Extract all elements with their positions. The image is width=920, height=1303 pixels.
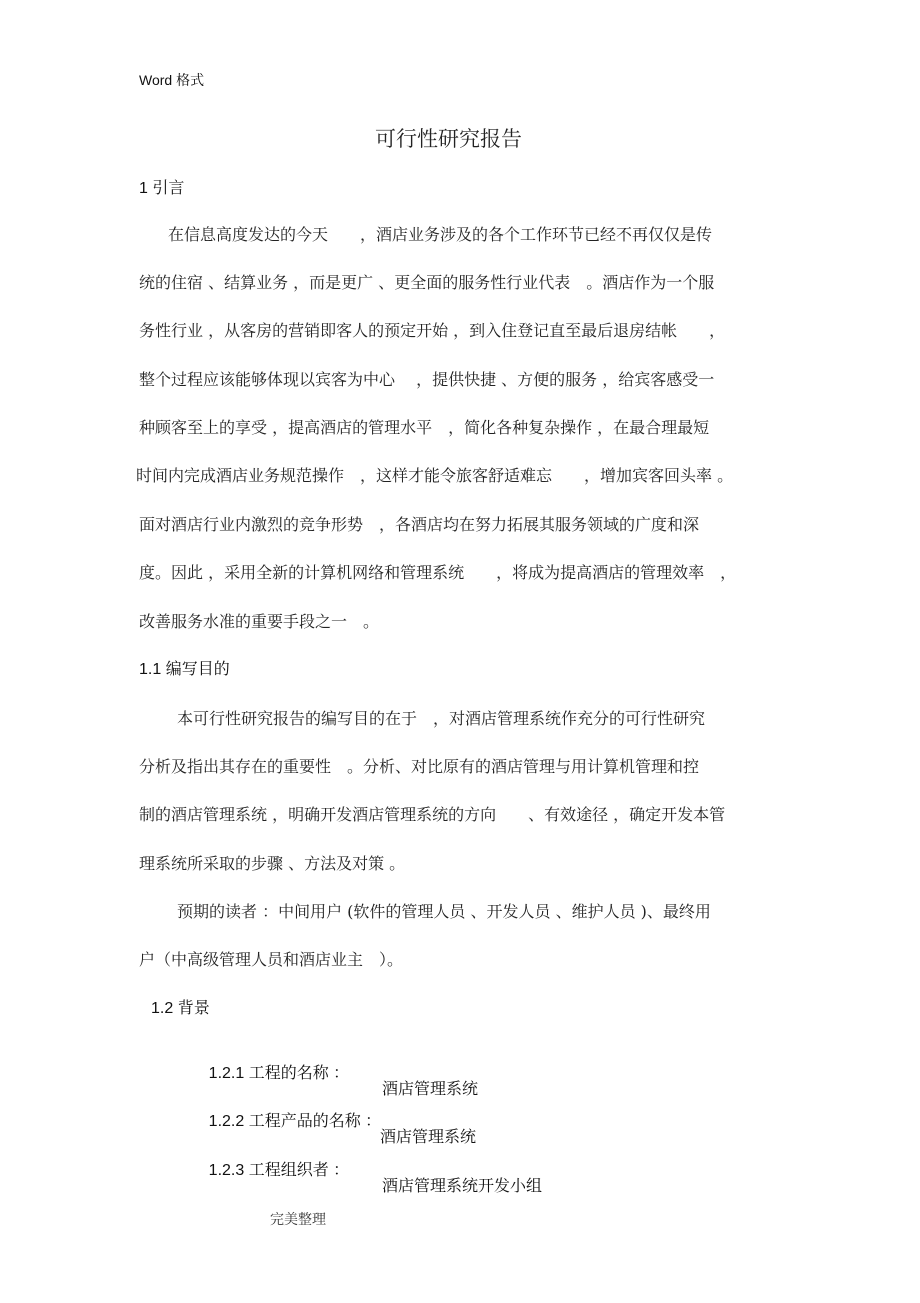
paragraph-line: 统的住宿 、结算业务 ，而是更广 、更全面的服务性行业代表 。酒店作为一个服: [139, 273, 715, 292]
paragraph-line: 制的酒店管理系统 ，明确开发酒店管理系统的方向 、有效途径 ，确定开发本管: [139, 805, 726, 824]
section-heading-purpose: 1.1 编写目的: [139, 661, 230, 678]
paragraph-line: 分析及指出其存在的重要性 。分析、对比原有的酒店管理与用计算机管理和控: [139, 757, 700, 776]
paragraph-line: 在信息高度发达的今天 ，酒店业务涉及的各个工作环节已经不再仅仅是传: [168, 225, 713, 244]
paragraph-line: 改善服务水准的重要手段之一 。: [139, 612, 380, 631]
paragraph-line: 整个过程应该能够体现以宾客为中心 ，提供快捷 、方便的服务 ，给宾客感受一: [139, 370, 715, 389]
paragraph-line: 预期的读者 ：中间用户 (软件的管理人员 、开发人员 、维护人员 )、最终用: [177, 902, 711, 921]
background-item-organizer: [182, 1147, 582, 1211]
section-heading-background: 1.2 背景: [151, 1000, 210, 1017]
page-header: Word 格式: [139, 72, 205, 88]
paragraph-line: 本可行性研究报告的编写目的在于 ，对酒店管理系统作充分的可行性研究: [177, 709, 706, 728]
item-value: 酒店管理系统: [380, 1129, 477, 1146]
item-label: 1.2.1 工程的名称 ：: [208, 1065, 350, 1082]
paragraph-line: 种顾客至上的享受 ，提高酒店的管理水平 ，简化各种复杂操作 ，在最合理最短: [139, 418, 710, 437]
page-footer: 完美整理: [270, 1212, 326, 1228]
item-value: 酒店管理系统: [382, 1081, 479, 1098]
paragraph-line: 时间内完成酒店业务规范操作 ，这样才能令旅客舒适难忘 ，增加宾客回头率 。: [136, 466, 734, 485]
item-label: 1.2.2 工程产品的名称 ：: [208, 1113, 382, 1130]
paragraph-line: 户（中高级管理人员和酒店业主 ）。: [139, 950, 404, 969]
paragraph-line: 面对酒店行业内激烈的竞争形势 ，各酒店均在努力拓展其服务领域的广度和深: [139, 515, 700, 534]
item-label: 1.2.3 工程组织者 ：: [208, 1162, 350, 1179]
item-value: 酒店管理系统开发小组: [382, 1178, 543, 1195]
paragraph-line: 度。因此 ，采用全新的计算机网络和管理系统 ，将成为提高酒店的管理效率 ，: [139, 563, 737, 582]
paragraph-line: 理系统所采取的步骤 、方法及对策 。: [139, 854, 406, 873]
section-heading-intro: 1 引言: [139, 180, 185, 197]
paragraph-line: 务性行业 ，从客房的营销即客人的预定开始 ，到入住登记直至最后退房结帐 ，: [139, 321, 726, 340]
document-title: 可行性研究报告: [375, 127, 522, 151]
